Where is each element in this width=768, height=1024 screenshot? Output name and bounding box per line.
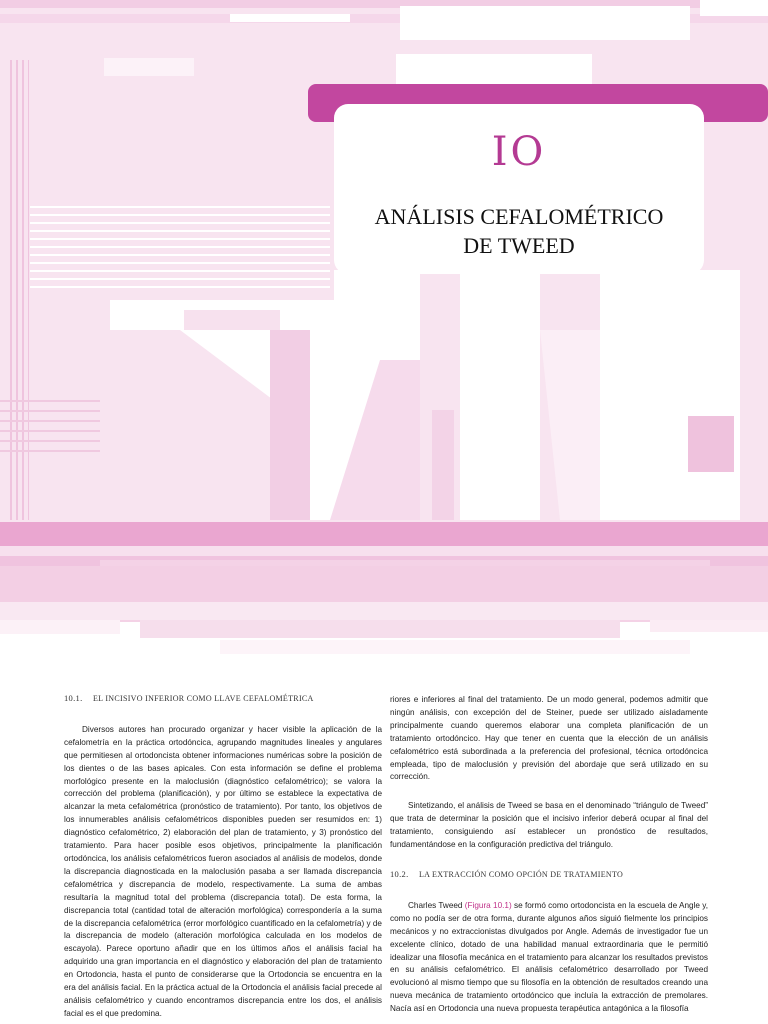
chapter-title bbox=[334, 202, 704, 260]
section-heading-10-2 bbox=[390, 868, 708, 882]
section-title: EL INCISIVO INFERIOR COMO LLAVE CEFALOMÉTRICA bbox=[92, 694, 314, 703]
text-column-right bbox=[390, 694, 708, 1016]
paragraph: riores e inferiores al final del tratamiento. De un modo general, podemos admitir que ningún análisis, con excepción del de Steiner, puede ser utilizado aisladamente principalmente cuando queremos elaborar una completa planificación de un tratamiento ortodóncico. Hay que tener en cuenta que la elección de un análisis cefalométrico está subordinada a la preferencia del profesional, técnica ortodóncica empleada, tipo de maloclusión y previsión del abordaje que será utilizado en su corrección. bbox=[390, 695, 708, 782]
section-number: 10.2. bbox=[390, 868, 409, 879]
chapter-number: IO bbox=[491, 129, 547, 175]
chapter-title-line-1: ANÁLISIS CEFALOMÉTRICO bbox=[374, 204, 664, 229]
paragraph-text: se formó como ortodoncista en la escuela de Angle y, como no podía ser de otra forma, durante algunos años siguió fielmente los principios mecánicos y no extraccionistas divulgados por Angle. Además de investigador fue un excelente clínico, dotado de una habilidad manual extraordinaria que le permitió idealizar una filosofía mecánica en el tratamiento para alcanzar los resultados previstos en su análisis cefalométrico. El análisis cefalométrico desarrollado por Tweed evolucionó al mismo tiempo que su filosofía en la obtención de resultados creando una nueva mecánica de tratamiento ortodóncico que incluía la extracción de premolares. Nacía así en Ortodoncia una nueva propuesta terapéutica antagónica a la filosofía bbox=[390, 900, 708, 1014]
paragraph: Sintetizando, el análisis de Tweed se basa en el denominado “triángulo de Tweed” que trata de determinar la posición que el incisivo inferior deberá ocupar al final del tratamiento, consiguiendo así establecer un pronóstico de resultados, fundamentándose en la configuración predictiva del triángulo. bbox=[390, 801, 708, 850]
paragraph-text: Charles Tweed bbox=[408, 900, 465, 910]
paragraph bbox=[390, 900, 708, 1016]
paragraph: Diversos autores han procurado organizar y hacer visible la aplicación de la cefalometría en la práctica ortodóncica, agrupando magnitudes lineales y angulares que permitiesen al ortodoncista obtener informaciones numéricas sobre la posición de los dientes o de las bases apicales. Con esta información se define el problema morfológico presente en la maloclusión (diagnóstico cefalométrico); se valora la corrección del problema (planificación), y por último se establece la expectativa de alcanzar la meta cefalométrica (pronóstico de tratamiento). Por tanto, los objetivos de los innumerables análisis cefalométricos disponibles pueden ser resumidos en: 1) diagnóstico cefalométrico, 2) elaboración del plan de tratamiento, y 3) pronóstico del tratamiento. Para hacer posible esos objetivos, principalmente la planificación ortodóncica, los análisis cefalométricos fueron asociados al análisis de modelos, donde la discrepancia diagnosticada en la maloclusión pasaba a ser llamada discrepancia cefalométrica y discrepancia de modelo, respectivamente. La suma de ambas resultaría la magnitud total del problema (discrepancia total). De esta forma, la discrepancia total (cantidad total de alteración morfológica) correspondería a la suma de la discrepancia cefalométrica (error morfológico cuantificado en la cefalometría) y de la discrepancia de modelo (alteración morfológica calculada en los modelos de escayola). Parece oportuno añadir que en los últimos años el análisis facial ha adquirido una gran importancia en el diagnóstico y elaboración del plan de tratamiento en Ortodoncia, hasta el punto de considerarse que la Ortodoncia se encuentra en la era del análisis facial. En la práctica actual de la Ortodoncia el análisis facial precede al análisis cefalométrico y cuando encontramos discrepancia entre los dos, el análisis facial es el que predomina. bbox=[64, 724, 382, 1018]
chapter-title-line-2: DE TWEED bbox=[463, 233, 575, 258]
section-title: LA EXTRACCIÓN COMO OPCIÓN DE TRATAMIENTO bbox=[418, 869, 624, 879]
section-heading-10-1 bbox=[64, 692, 382, 706]
section-number: 10.1. bbox=[64, 693, 83, 703]
figure-reference-link[interactable]: (Figura 10.1) bbox=[464, 900, 512, 910]
text-column-left bbox=[64, 692, 382, 1021]
chapter-title-card bbox=[334, 104, 704, 274]
